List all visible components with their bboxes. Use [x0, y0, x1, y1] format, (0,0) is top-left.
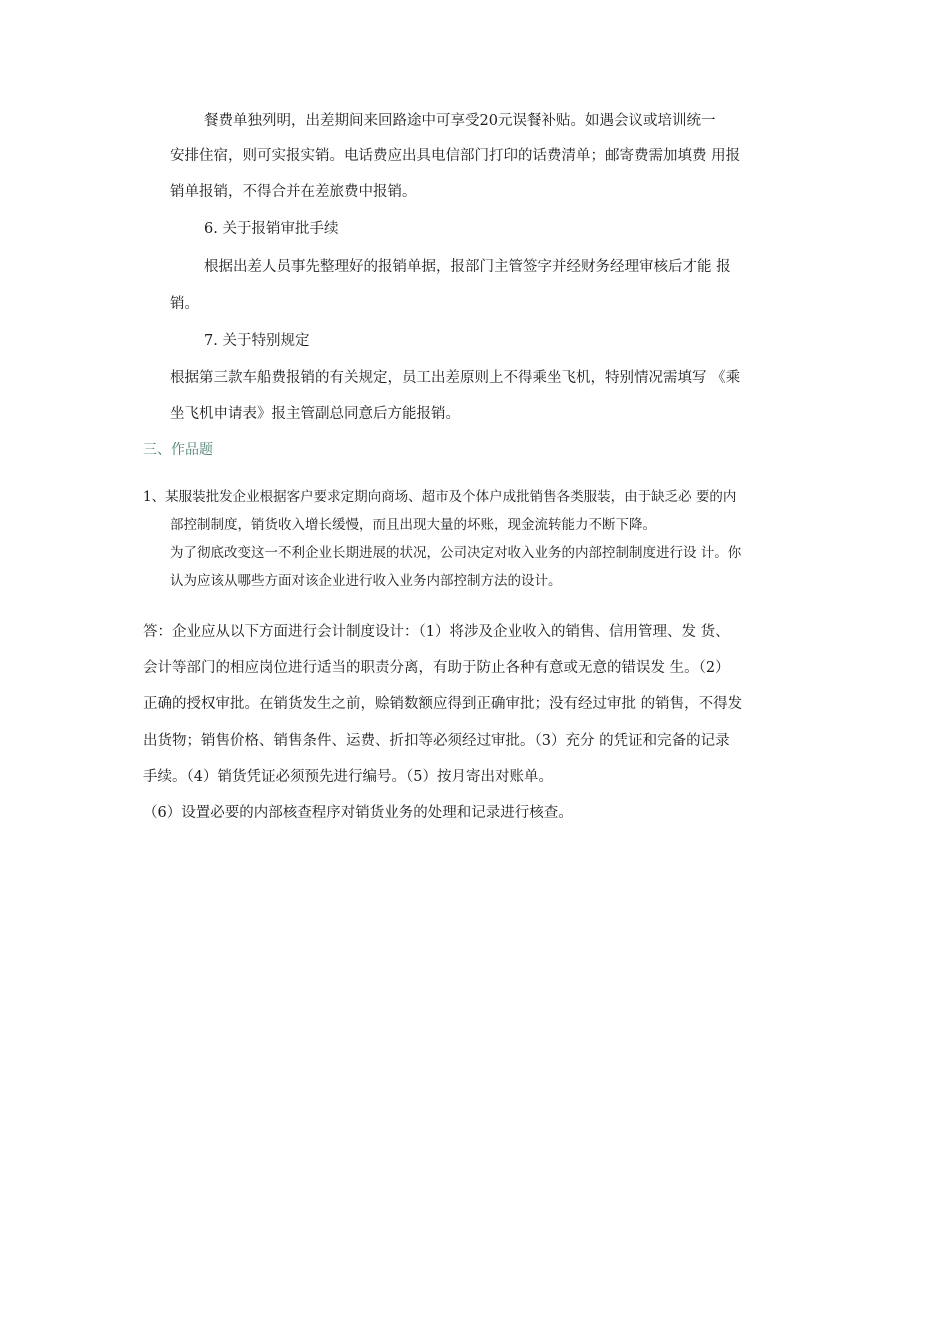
question1-line1: 1、某服装批发企业根据客户要求定期向商场、超市及个体户成批销售各类服装，由于缺乏必 要的内: [143, 489, 737, 505]
answer-line1: 答：企业应从以下方面进行会计制度设计：（1）将涉及企业收入的销售、信用管理、发 货、: [143, 624, 730, 640]
item7-line1: 根据第三款车船费报销的有关规定，员工出差原则上不得乘坐飞机，特别情况需填写 《乘: [170, 370, 741, 386]
item6-line2: 销。: [170, 296, 199, 312]
answer-line2: 会计等部门的相应岗位进行适当的职责分离，有助于防止各种有意或无意的错误发 生。（2）: [143, 660, 730, 676]
para1-line2: 安排住宿，则可实报实销。电话费应出具电信部门打印的话费清单；邮寄费需加填费 用报: [170, 148, 741, 164]
item6-line1: 根据出差人员事先整理好的报销单据，报部门主管签字并经财务经理审核后才能 报: [204, 259, 731, 275]
item7-heading: 7. 关于特别规定: [204, 333, 310, 349]
item7-line2: 坐飞机申请表》报主管副总同意后方能报销。: [170, 406, 460, 422]
answer-line6: （6）设置必要的内部核查程序对销货业务的处理和记录进行核查。: [143, 805, 573, 821]
answer-line5: 手续。（4）销货凭证必须预先进行编号。（5）按月寄出对账单。: [143, 769, 553, 785]
question1-line2: 部控制制度，销货收入增长缓慢，而且出现大量的坏账，现金流转能力不断下降。: [170, 517, 656, 533]
answer-line4: 出货物；销售价格、销售条件、运费、折扣等必须经过审批。（3）充分 的凭证和完备的记录: [143, 733, 730, 749]
section3-heading: 三、作品题: [143, 442, 213, 458]
para1-line3: 销单报销，不得合并在差旅费中报销。: [170, 184, 417, 200]
item6-heading: 6. 关于报销审批手续: [204, 221, 339, 237]
answer-line3: 正确的授权审批。在销货发生之前，赊销数额应得到正确审批；没有经过审批 的销售，不得发: [143, 696, 743, 712]
question1-line4: 认为应该从哪些方面对该企业进行收入业务内部控制方法的设计。: [170, 573, 562, 589]
question1-line3: 为了彻底改变这一不利企业长期进展的状况，公司决定对收入业务的内部控制制度进行设 计。你: [170, 545, 742, 561]
para1-line1: 餐费单独列明，出差期间来回路途中可享受20元误餐补贴。如遇会议或培训统一: [204, 113, 716, 129]
